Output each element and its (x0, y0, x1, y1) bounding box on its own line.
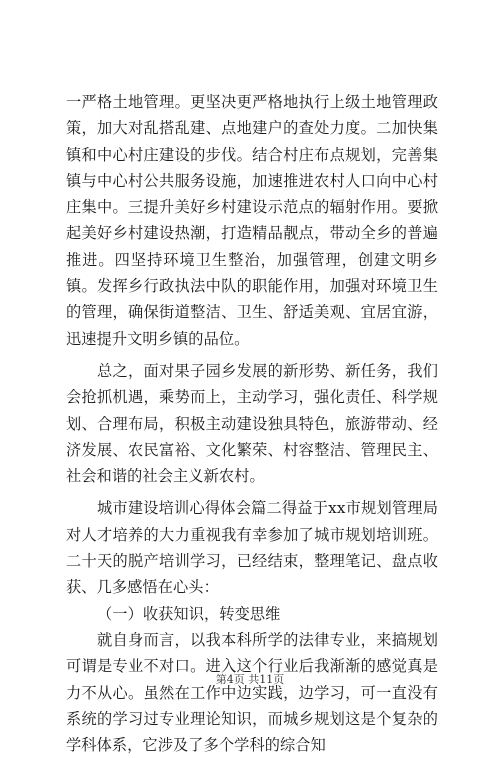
paragraph-training-intro: 城市建设培训心得体会篇二得益于xx市规划管理局对人才培养的大力重视我有幸参加了城市规划培训班。二十天的脱产培训学习，已经结束，整理笔记、盘点收获、几多感悟在心头： (66, 499, 438, 597)
document-body (66, 89, 438, 758)
page-footer: 第4页 共11页 (215, 673, 285, 686)
section-heading-gain-knowledge: （一）收获知识，转变思维 (97, 604, 281, 623)
paragraph-summary: 总之，面对果子园乡发展的新形势、新任务，我们会抢抓机遇，乘势而上，主动学习，强化责任、科学规划、合理布局，积极主动建设独具特色，旅游带动、经济发展、农民富裕、文化繁荣、村容整洁、管理民主、社会和谐的社会主义新农村。 (66, 361, 438, 486)
paragraph-land-management: 一严格土地管理。更坚决更严格地执行上级土地管理政策，加大对乱搭乱建、点地建户的查处力度。二加快集镇和中心村庄建设的步伐。结合村庄布点规划，完善集镇与中心村公共服务设施，加速推进农村人口向中心村庄集中。三提升美好乡村建设示范点的辐射作用。要掀起美好乡村建设热潮，打造精品靓点，带动全乡的普遍推进。四坚持环境卫生整治，加强管理，创建文明乡镇。发挥乡行政执法中队的职能作用，加强对环境卫生的管理，确保街道整洁、卫生、舒适美观、宜居宜游，迅速提升文明乡镇的品位。 (66, 93, 438, 348)
paragraph-self-reflection: 就自身而言，以我本科所学的法律专业，来搞规划可谓是专业不对口。进入这个行业后我渐渐的感觉真是力不从心。虽然在工作中边实践，边学习，可一直没有系统的学习过专业理论知识，而城乡规划这是个复杂的学科体系，它涉及了多个学科的综合知 (66, 630, 438, 755)
